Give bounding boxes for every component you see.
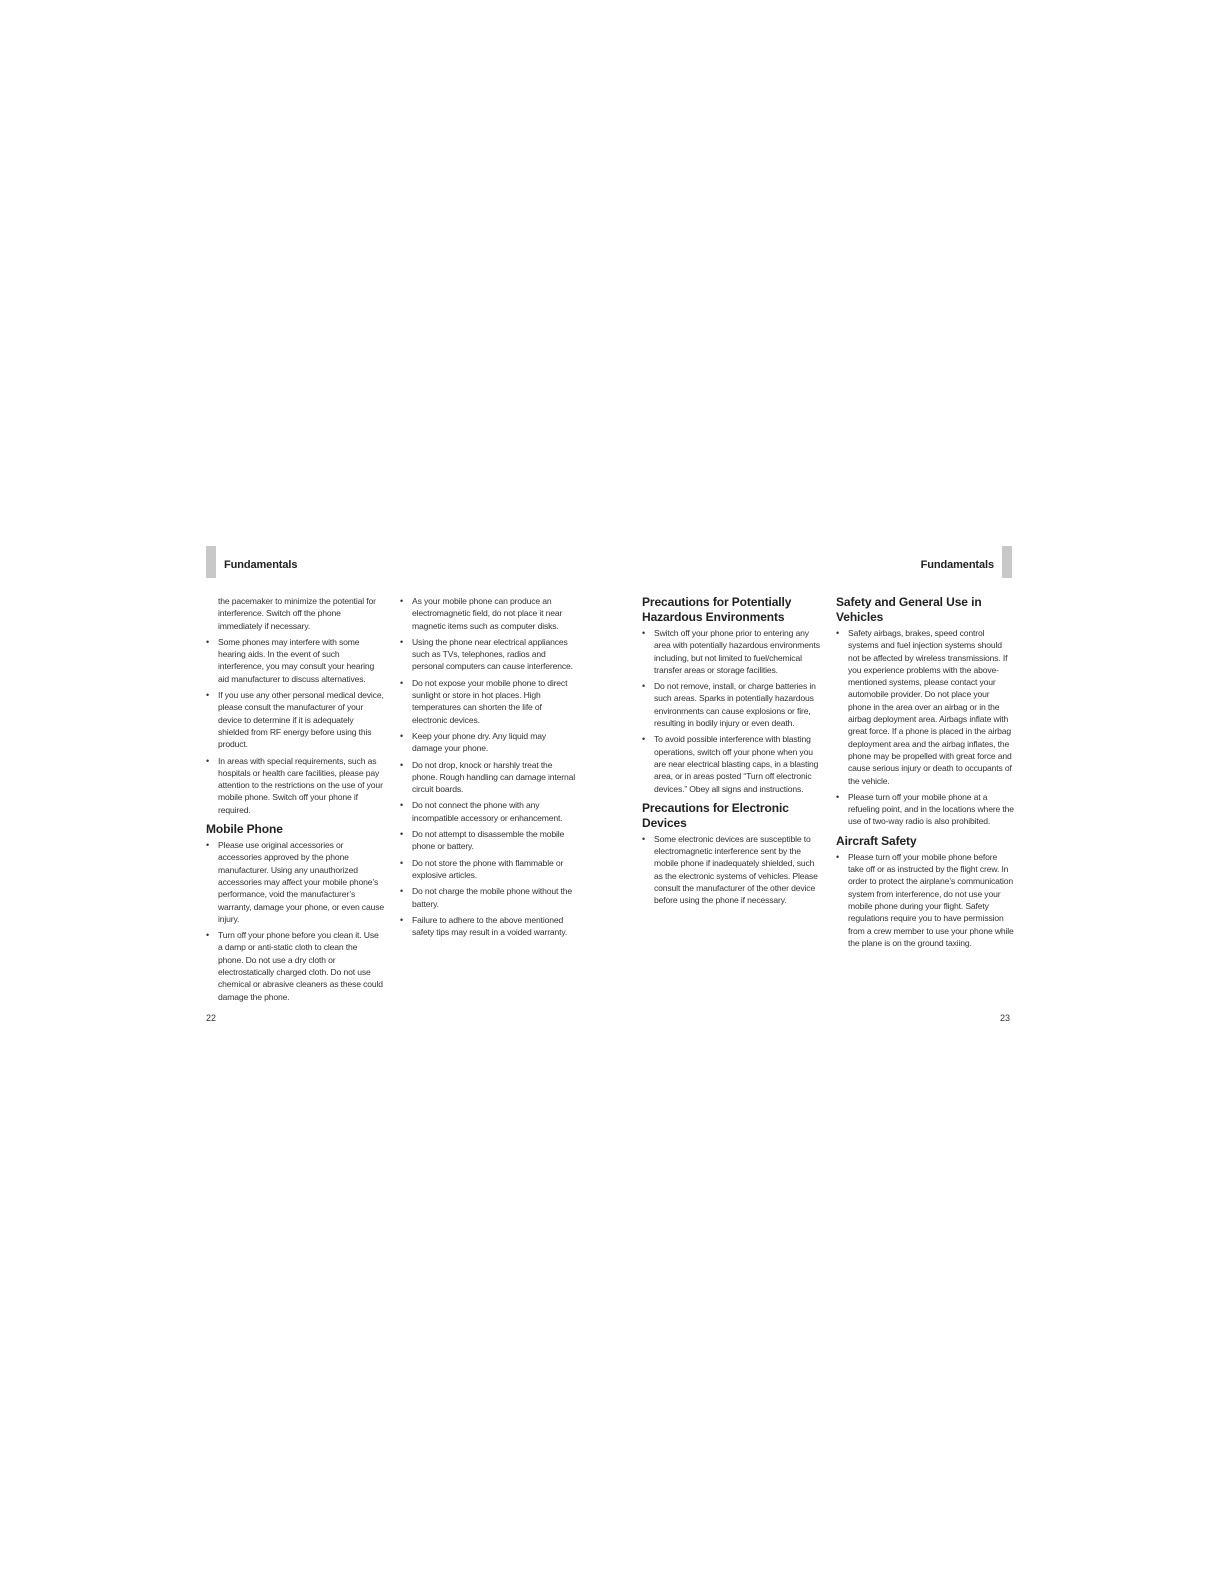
list-item: • To avoid possible interference with blasting operations, switch off your phone when you are near electrical blasting caps, in a blasting area, or in areas posted “Turn off electronic devices.” Obey all signs and instructions. xyxy=(642,734,819,794)
bullet-icon: • xyxy=(642,681,646,692)
bullet-icon: • xyxy=(400,730,404,741)
right-page-column-2 xyxy=(836,595,1014,953)
list-item: • Please turn off your mobile phone at a refueling point, and in the locations where the use of two-way radio is also prohibited. xyxy=(836,791,1014,827)
section-heading: Mobile Phone xyxy=(206,822,283,837)
list-item: • Do not drop, knock or harshly treat the phone. Rough handling can damage internal circuit boards. xyxy=(400,759,575,795)
list-item: • Using the phone near electrical appliances such as TVs, telephones, radios and personal computers can cause interference. xyxy=(400,636,573,672)
list-item: • Some phones may interfere with some hearing aids. In the event of such interference, you may consult your hearing aid manufacturer to discuss alternatives. xyxy=(206,636,375,684)
bullet-icon: • xyxy=(836,851,840,862)
bullet-icon: • xyxy=(206,755,210,766)
bullet-icon: • xyxy=(400,800,404,811)
bullet-icon: • xyxy=(642,734,646,745)
bullet-list xyxy=(206,636,384,816)
list-item: • Keep your phone dry. Any liquid may damage your phone. xyxy=(400,730,547,754)
bullet-icon: • xyxy=(400,759,404,770)
bullet-icon: • xyxy=(206,636,210,647)
list-item: • Switch off your phone prior to entering any area with potentially hazardous environments including, but not limited to fuel/chemical transfer areas or storage facilities. xyxy=(642,628,820,675)
section-heading: Aircraft Safety xyxy=(836,833,917,848)
list-item: • Please turn off your mobile phone before take off or as instructed by the flight crew. In order to protect the airplane’s communication system from interference, do not use your mobile phone during your flight. Safety regulations require you to have permission from a crew member to use your phone while the plane is on the ground taxiing. xyxy=(836,851,1014,948)
bullet-icon: • xyxy=(400,886,404,897)
bullet-icon: • xyxy=(206,690,210,701)
bullet-icon: • xyxy=(400,857,404,868)
bullet-icon: • xyxy=(400,829,404,840)
left-page-header: Fundamentals xyxy=(224,559,298,571)
list-item: • Do not charge the mobile phone without the battery. xyxy=(400,886,572,909)
bullet-icon: • xyxy=(400,596,404,606)
bullet-icon: • xyxy=(206,840,210,851)
list-item: • Do not attempt to disassemble the mobile phone or battery. xyxy=(400,829,565,852)
section-heading: Precautions for Potentially Hazardous Environments xyxy=(642,595,792,624)
bullet-icon: • xyxy=(836,628,840,638)
bullet-list xyxy=(400,595,578,938)
list-item: • Failure to adhere to the above mentioned safety tips may result in a voided warranty. xyxy=(400,914,568,938)
list-item: • Do not store the phone with flammable or explosive articles. xyxy=(400,857,564,880)
bullet-icon: • xyxy=(400,636,404,647)
bullet-icon: • xyxy=(400,914,404,925)
list-item: • Do not connect the phone with any incompatible accessory or enhancement. xyxy=(400,800,563,823)
bullet-icon: • xyxy=(642,628,646,638)
list-item: • If you use any other personal medical device, please consult the manufacturer of your device to determine if it is adequately shielded from RF energy before using this product. xyxy=(206,690,384,750)
bullet-list xyxy=(836,627,1014,828)
right-page-number: 23 xyxy=(1000,1013,1011,1023)
bullet-icon: • xyxy=(206,930,210,941)
list-item: • Do not remove, install, or charge batteries in such areas. Sparks in potentially hazardous environments can cause explosions or fire, resulting in bodily injury or even death. xyxy=(642,681,816,729)
list-item: • Do not expose your mobile phone to direct sunlight or store in hot places. High temperatures can shorten the life of electronic devices. xyxy=(400,677,568,725)
bullet-icon: • xyxy=(836,791,840,802)
left-page-column-1 xyxy=(206,595,384,1007)
bullet-list xyxy=(642,833,820,907)
left-page-tab-marker xyxy=(206,546,216,578)
list-item: • As your mobile phone can produce an electromagnetic field, do not place it near magnetic items such as computer disks. xyxy=(400,596,563,631)
bullet-icon: • xyxy=(642,833,646,844)
list-item: • In areas with special requirements, such as hospitals or health care facilities, please pay attention to the restrictions on the use of your mobile phone. Switch off your phone if required. xyxy=(206,755,383,815)
bullet-list xyxy=(642,627,820,795)
right-page-tab-marker xyxy=(1002,546,1012,578)
section-heading: Safety and General Use in Vehicles xyxy=(836,595,982,624)
right-page-column-1 xyxy=(642,595,820,911)
right-page-header: Fundamentals xyxy=(920,559,994,571)
bullet-icon: • xyxy=(400,677,404,688)
left-page-column-2 xyxy=(400,595,578,942)
section-heading: Precautions for Electronic Devices xyxy=(642,800,789,830)
list-item: • Some electronic devices are susceptible to electromagnetic interference sent by the mobile phone if inadequately shielded, such as the electronic systems of vehicles. Please consult the manufacturer of the other device before using the phone if necessary. xyxy=(642,833,818,906)
left-page-number: 22 xyxy=(206,1013,217,1023)
list-item: • Please use original accessories or accessories approved by the phone manufacturer. Using any unauthorized accessories may affect your mobile phone’s performance, void the manufacturer’s warranty, damage your phone, or even cause injury. xyxy=(206,840,384,924)
bullet-list xyxy=(206,839,384,1003)
list-item: • Safety airbags, brakes, speed control systems and fuel injection systems should not be affected by wireless transmissions. If you experience problems with the above-mentioned systems, please contact your automobile provider. Do not place your phone in the area over an airbag or in the airbag deployment area. Airbags inflate with great force. If a phone is placed in the airbag deployment area and the airbag inflates, the phone may be propelled with great force and cause serious injury or death to occupants of the vehicle. xyxy=(836,628,1012,786)
continued-paragraph: the pacemaker to minimize the potential for interference. Switch off the phone immediately if necessary. xyxy=(218,596,376,631)
bullet-list xyxy=(836,851,1014,949)
list-item: • Turn off your phone before you clean it. Use a damp or anti-static cloth to clean the phone. Do not use a dry cloth or electrostatically charged cloth. Do not use chemical or abrasive cleaners as these could damage the phone. xyxy=(206,930,383,1002)
